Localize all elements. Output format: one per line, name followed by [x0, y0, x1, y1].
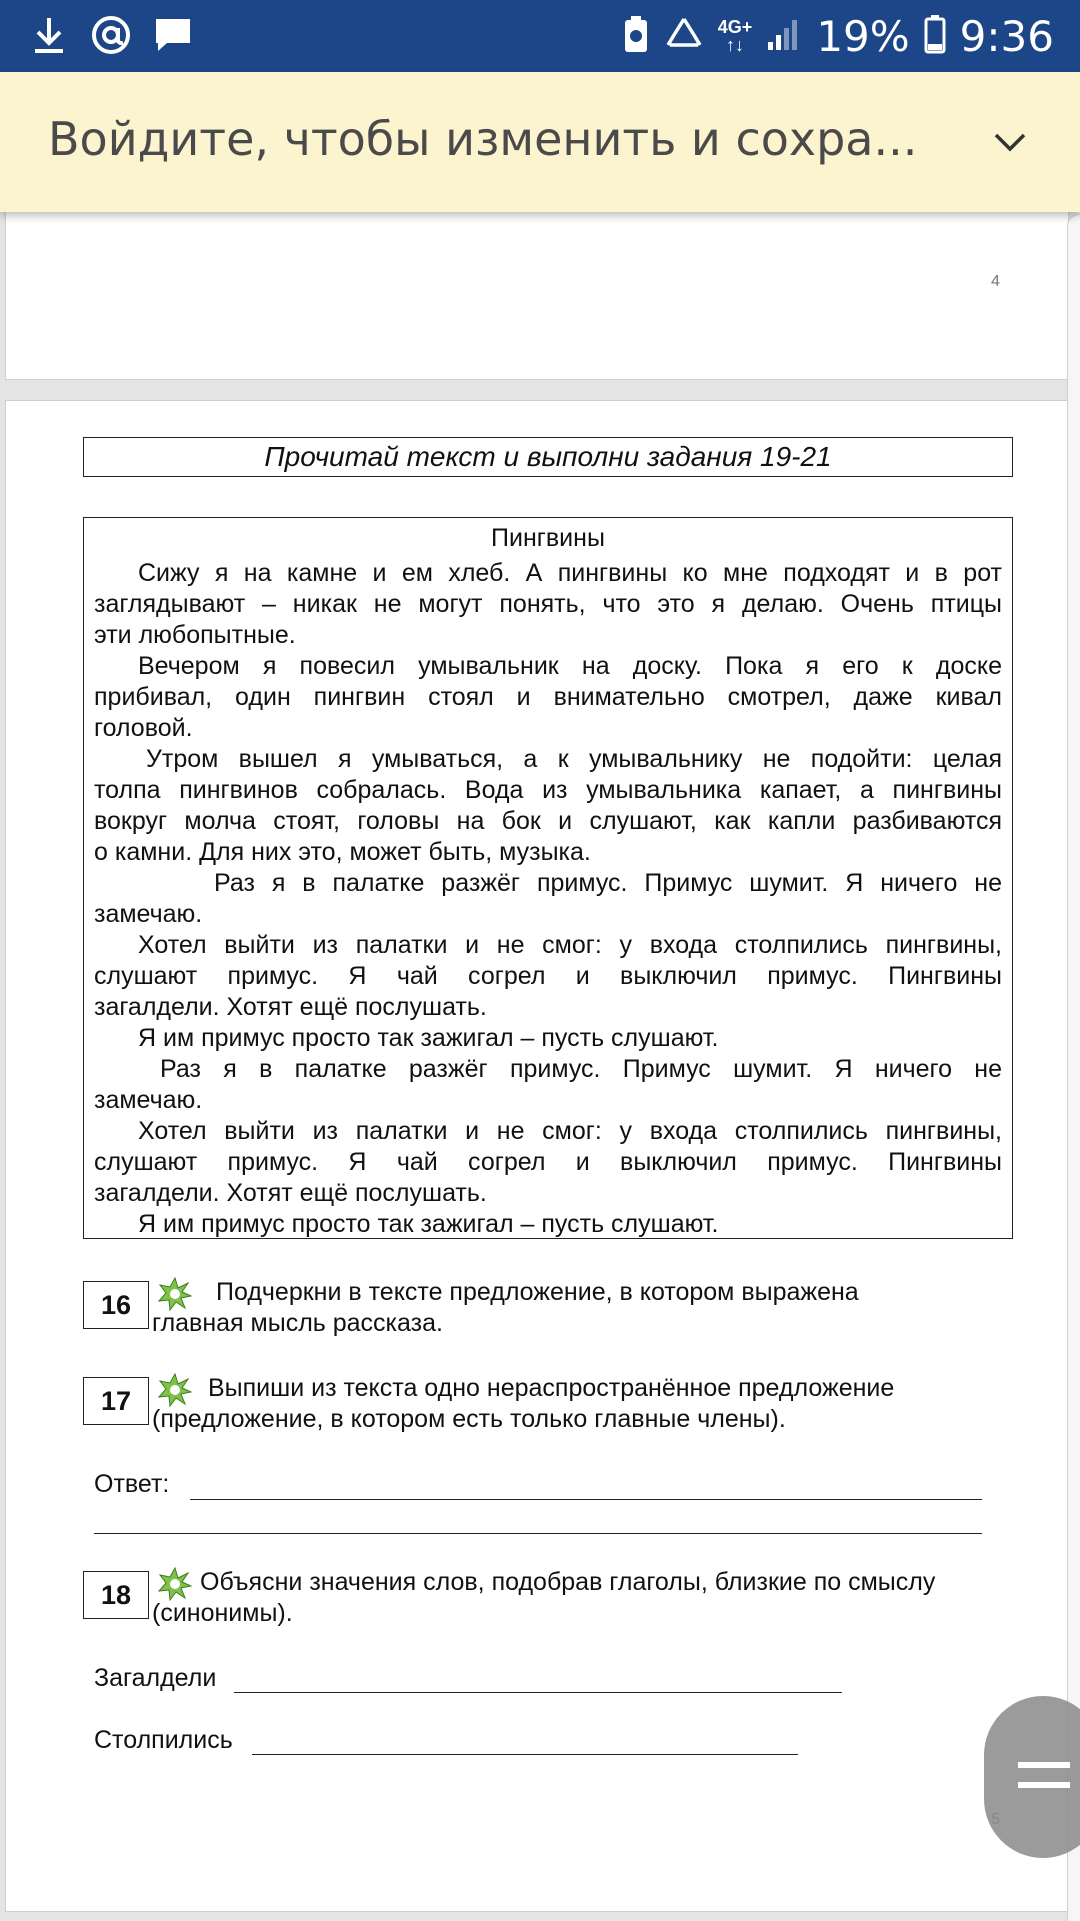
star-icon [158, 1567, 192, 1601]
story-line: вокруг молча стоят, головы на бок и слушают, как капли разбиваются [94, 807, 1002, 835]
story-line: Я им примус просто так зажигал – пусть слушают. [138, 1210, 719, 1238]
word-label-1: Загалдели [94, 1664, 217, 1692]
story-line: замечаю. [94, 900, 203, 928]
story-line: Вечером я повесил умывальник на доску. Пока я его к доске [138, 652, 1002, 680]
handle-grip-icon [1018, 1762, 1070, 1768]
story-line: прибивал, один пингвин стоял и внимательно смотрел, даже кивал [94, 683, 1002, 711]
word-2-answer-line[interactable] [252, 1754, 798, 1755]
task-16-text: Подчеркни в тексте предложение, в котором выражена [216, 1278, 859, 1306]
story-line: Хотел выйти из палатки и не смог: у входа столпились пингвины, [138, 1117, 1002, 1145]
page-number: 4 [991, 273, 1000, 290]
task-17-text: Выпиши из текста одно нераспространённое предложение [208, 1374, 895, 1402]
task-number-17: 17 [83, 1377, 149, 1425]
answer-line[interactable] [190, 1499, 982, 1500]
story-line: замечаю. [94, 1086, 203, 1114]
download-icon [26, 12, 72, 58]
story-line: эти любопытные. [94, 621, 296, 649]
sign-in-banner[interactable] [0, 72, 1080, 212]
scrollbar-track[interactable] [1067, 214, 1080, 1921]
word-label-2: Столпились [94, 1726, 233, 1754]
story-line: Сижу я на камне и ем хлеб. А пингвины ко мне подходят и в рот [138, 559, 1002, 587]
battery-percent: 19% [816, 11, 910, 61]
story-line: заглядывают – никак не могут понять, что это я делаю. Очень птицы [94, 590, 1002, 618]
network-arrows: ↑↓ [726, 35, 745, 55]
story-line: головой. [94, 714, 193, 742]
task-18-text-cont: (синонимы). [152, 1599, 293, 1627]
story-line: Я им примус просто так зажигал – пусть слушают. [138, 1024, 719, 1052]
handle-grip-icon [1018, 1782, 1070, 1788]
star-icon [158, 1277, 192, 1311]
chevron-down-icon[interactable] [990, 122, 1030, 162]
battery-icon [924, 14, 946, 59]
answer-label: Ответ: [94, 1470, 170, 1498]
battery-saver-icon [622, 14, 650, 59]
task-17-text-cont: (предложение, в котором есть только главные члены). [152, 1405, 786, 1433]
page-heading: Прочитай текст и выполни задания 19-21 [83, 437, 1013, 477]
task-number-18: 18 [83, 1571, 149, 1619]
page-4 [5, 200, 1069, 380]
task-number-16: 16 [83, 1281, 149, 1329]
story-line: Утром вышел я умываться, а к умывальнику не подойти: целая [146, 745, 1002, 773]
story-line: слушают примус. Я чай согрел и выключил примус. Пингвины [94, 1148, 1002, 1176]
network-type [718, 18, 753, 54]
page-5 [5, 400, 1069, 1912]
message-icon [150, 12, 196, 58]
story-line: загалдели. Хотят ещё послушать. [94, 993, 487, 1021]
banner-text: Войдите, чтобы изменить и сохра... [48, 112, 918, 166]
story-line: загалдели. Хотят ещё послушать. [94, 1179, 487, 1207]
answer-line-2[interactable] [94, 1533, 982, 1534]
story-line: о камни. Для них это, может быть, музыка. [94, 838, 591, 866]
clock: 9:36 [959, 11, 1054, 61]
at-icon [88, 12, 134, 58]
recycle-icon [664, 15, 704, 58]
network-label: 4G+ [717, 17, 753, 37]
signal-icon [766, 16, 802, 57]
story-title: Пингвины [491, 524, 605, 552]
fast-scroll-handle[interactable] [984, 1696, 1080, 1858]
story-line: Хотел выйти из палатки и не смог: у входа столпились пингвины, [138, 931, 1002, 959]
story-line: толпа пингвинов собралась. Вода из умывальника капает, а пингвины [94, 776, 1002, 804]
story-box [83, 517, 1013, 1239]
word-1-answer-line[interactable] [234, 1692, 842, 1693]
story-line: Раз я в палатке разжёг примус. Примус шумит. Я ничего не [160, 1055, 1002, 1083]
status-bar [0, 0, 1080, 72]
star-icon [158, 1373, 192, 1407]
task-16-text-cont: главная мысль рассказа. [152, 1309, 443, 1337]
task-18-text: Объясни значения слов, подобрав глаголы, близкие по смыслу [200, 1568, 936, 1596]
story-line: слушают примус. Я чай согрел и выключил примус. Пингвины [94, 962, 1002, 990]
story-line: Раз я в палатке разжёг примус. Примус шумит. Я ничего не [214, 869, 1002, 897]
